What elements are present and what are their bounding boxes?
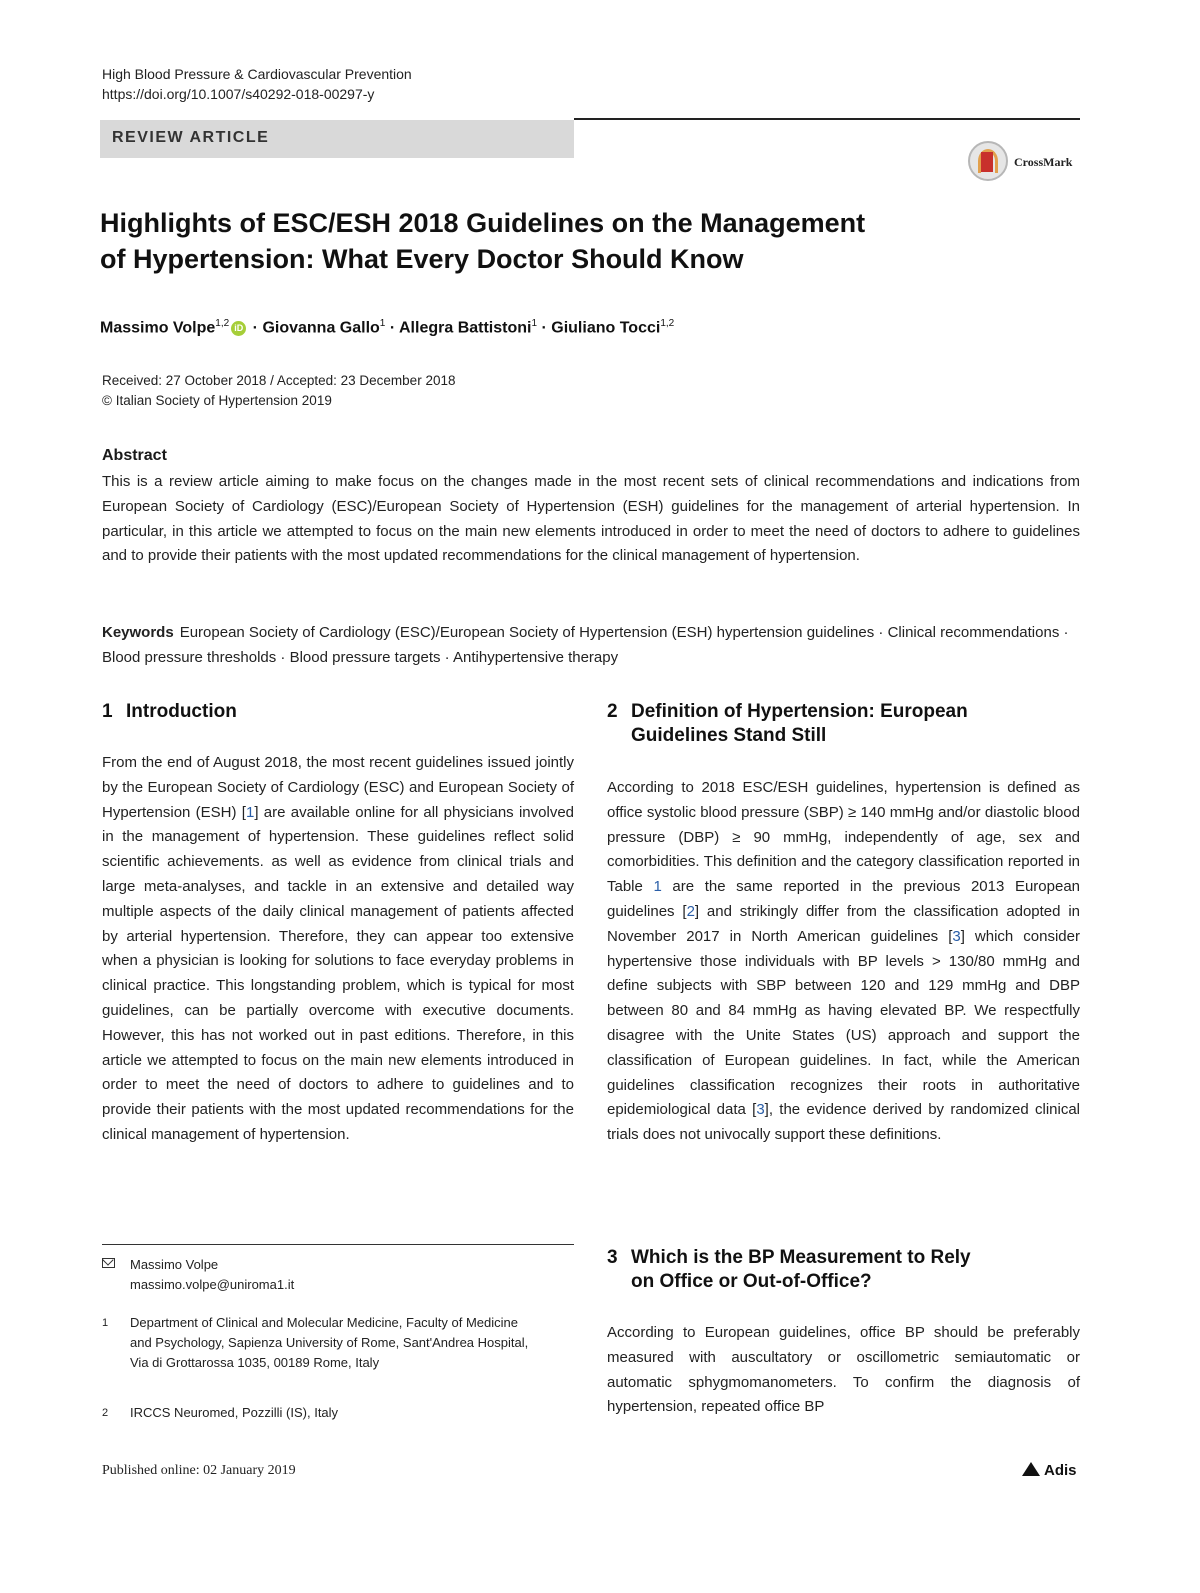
paragraph-text: According to 2018 ESC/ESH guidelines, hypertension is defined as office systolic blood pressure (SBP) ≥ 140 mmHg and/or diastolic blood pressure (DBP) ≥ 90 mmHg, independently of age, sex and comorbidities. This definition and the category classification reported in Table [607, 779, 1080, 896]
section-title: Which is the BP Measurement to Rely [631, 1247, 971, 1268]
crossmark-label: CrossMark [1014, 155, 1073, 169]
author-name[interactable]: Giuliano Tocci [551, 319, 661, 337]
author-name[interactable]: Allegra Battistoni [399, 319, 532, 337]
author-affiliation: 1 [379, 318, 386, 329]
corresponding-author [102, 1255, 574, 1295]
citation-link[interactable]: 1 [245, 803, 255, 821]
paragraph-text: are the same reported in the previous 2013 European guidelines [ [607, 878, 1080, 920]
section-3-heading [607, 1246, 1080, 1294]
author-affiliation: 1 [531, 318, 538, 329]
keywords-label: Keywords [102, 624, 174, 641]
author-name[interactable]: Giovanna Gallo [262, 319, 380, 337]
affiliation-text: Department of Clinical and Molecular Medicine, Faculty of Medicine and Psychology, Sapienza University of Rome, Sant'Andrea Hospital, Via di Grottarossa 1035, 00189 Rome, Italy [130, 1315, 529, 1370]
author-separator: · [389, 319, 396, 337]
keywords-text: European Society of Cardiology (ESC)/European Society of Hypertension (ESH) hypertension guidelines · Clinical recommendations · Blood pressure thresholds · Blood pressure targets · Antihypertensive therapy [102, 624, 1069, 666]
journal-name: High Blood Pressure & Cardiovascular Prevention [102, 66, 412, 82]
author-list [100, 312, 674, 340]
section-number: 2 [607, 701, 618, 722]
citation-link[interactable]: 2 [686, 902, 695, 920]
publisher-logo [1022, 1462, 1077, 1479]
header-rule [574, 118, 1080, 120]
section-1-paragraph [102, 751, 574, 1148]
corresponding-name: Massimo Volpe [130, 1257, 219, 1272]
author-separator: · [252, 319, 258, 337]
crossmark-button[interactable] [968, 141, 1080, 185]
section-title-continued: on Office or Out-of-Office? [631, 1271, 872, 1292]
title-line-1: Highlights of ESC/ESH 2018 Guidelines on the Management [100, 208, 866, 238]
doi-link[interactable]: https://doi.org/10.1007/s40292-018-00297-y [102, 86, 375, 102]
publisher-name: Adis [1044, 1462, 1077, 1479]
citation-link[interactable]: 3 [756, 1101, 765, 1119]
adis-logo-icon [1022, 1462, 1040, 1476]
article-type-bar [100, 120, 574, 158]
published-online: Published online: 02 January 2019 [102, 1463, 296, 1478]
section-number: 1 [102, 701, 113, 722]
paragraph-text: ] and strikingly differ from the classification adopted in November 2017 in North American guidelines [ [607, 902, 1080, 945]
section-number: 3 [607, 1247, 618, 1268]
affiliation-1 [102, 1313, 542, 1373]
abstract-body: This is a review article aiming to make focus on the changes made in the most recent sets of clinical recommendations and indications from European Society of Cardiology (ESC)/European Society of Hypertension (ESH) guidelines for the management of arterial hypertension. In particular, in this article we attempted to focus on the main new elements introduced in order to meet the need of doctors to adhere to guidelines and to provide their patients with the most updated recommendations for the clinical management of hypertension. [102, 473, 1080, 565]
paragraph-text: ] which consider hypertensive those individuals with BP levels > 130/80 mmHg and define subjects with SBP between 120 and 129 mmHg and DBP between 80 and 84 mmHg as having elevated BP. We respectfully disagree with the Unite States (US) approach and support the classification of European guidelines. In fact, while the American guidelines classification recognizes their roots in authoritative epidemiological data [ [607, 927, 1080, 1119]
section-2-heading [607, 700, 1080, 748]
received-accepted: Received: 27 October 2018 / Accepted: 23 December 2018 [102, 373, 456, 388]
section-title-continued: Guidelines Stand Still [631, 725, 827, 746]
article-type-label: REVIEW ARTICLE [112, 129, 270, 146]
table-link[interactable]: 1 [653, 878, 662, 896]
paragraph-text: From the end of August 2018, the most recent guidelines issued jointly by the European Society of Cardiology (ESC) and European Society of Hypertension (ESH) [ [102, 754, 574, 821]
affiliation-2 [102, 1403, 574, 1423]
affiliation-mark: 1 [102, 1317, 109, 1329]
copyright-line: © Italian Society of Hypertension 2019 [102, 393, 332, 408]
journal-header [102, 64, 412, 104]
section-1-heading [102, 700, 574, 724]
author-affiliation: 1,2 [215, 318, 230, 329]
title-line-2: of Hypertension: What Every Doctor Should Know [100, 244, 744, 274]
section-3-paragraph: According to European guidelines, office BP should be preferably measured with auscultatory or oscillometric semiautomatic or automatic sphygmomanometers. To confirm the diagnosis of hypertension, repeated office BP [607, 1324, 1080, 1416]
keywords [102, 620, 1080, 670]
envelope-icon [102, 1255, 115, 1275]
author-name[interactable]: Massimo Volpe [100, 319, 216, 337]
orcid-icon[interactable]: iD [231, 321, 246, 336]
page-title [100, 205, 920, 277]
section-title: Introduction [126, 701, 237, 722]
author-separator: · [541, 319, 547, 337]
author-affiliation: 1,2 [660, 318, 675, 329]
paragraph-text: ], the evidence derived by randomized clinical trials does not univocally support these definitions. [607, 1101, 1081, 1144]
crossmark-ribbon-icon [981, 152, 993, 172]
paragraph-text: ] are available online for all physicians involved in the management of hypertension. These guidelines reflect solid scientific achievements. as well as evidence from clinical trials and large meta-analyses, and tackle in an extensive and detailed way multiple aspects of the daily clinical management of patients affected by arterial hypertension. Therefore, they can appear too extensive when a physician is looking for solutions to face everyday problems in clinical practice. This longstanding problem, which is typical for most guidelines, can be partially overcome with executive documents. However, this has not worked out in past editions. Therefore, in this article we attempted to focus on the main new elements introduced in order to meet the need of doctors to adhere to guidelines and to provide their patients with the most updated recommendations for the clinical management of hypertension. [102, 803, 575, 1143]
article-dates [102, 371, 455, 411]
abstract-heading: Abstract [102, 447, 167, 464]
section-2-paragraph [607, 776, 1080, 1148]
section-title: Definition of Hypertension: European [631, 701, 968, 722]
footnote-rule [102, 1244, 574, 1245]
citation-link[interactable]: 3 [952, 927, 961, 945]
affiliation-text: IRCCS Neuromed, Pozzilli (IS), Italy [130, 1405, 339, 1420]
corresponding-email[interactable]: massimo.volpe@uniroma1.it [130, 1277, 295, 1292]
affiliation-mark: 2 [102, 1407, 109, 1419]
